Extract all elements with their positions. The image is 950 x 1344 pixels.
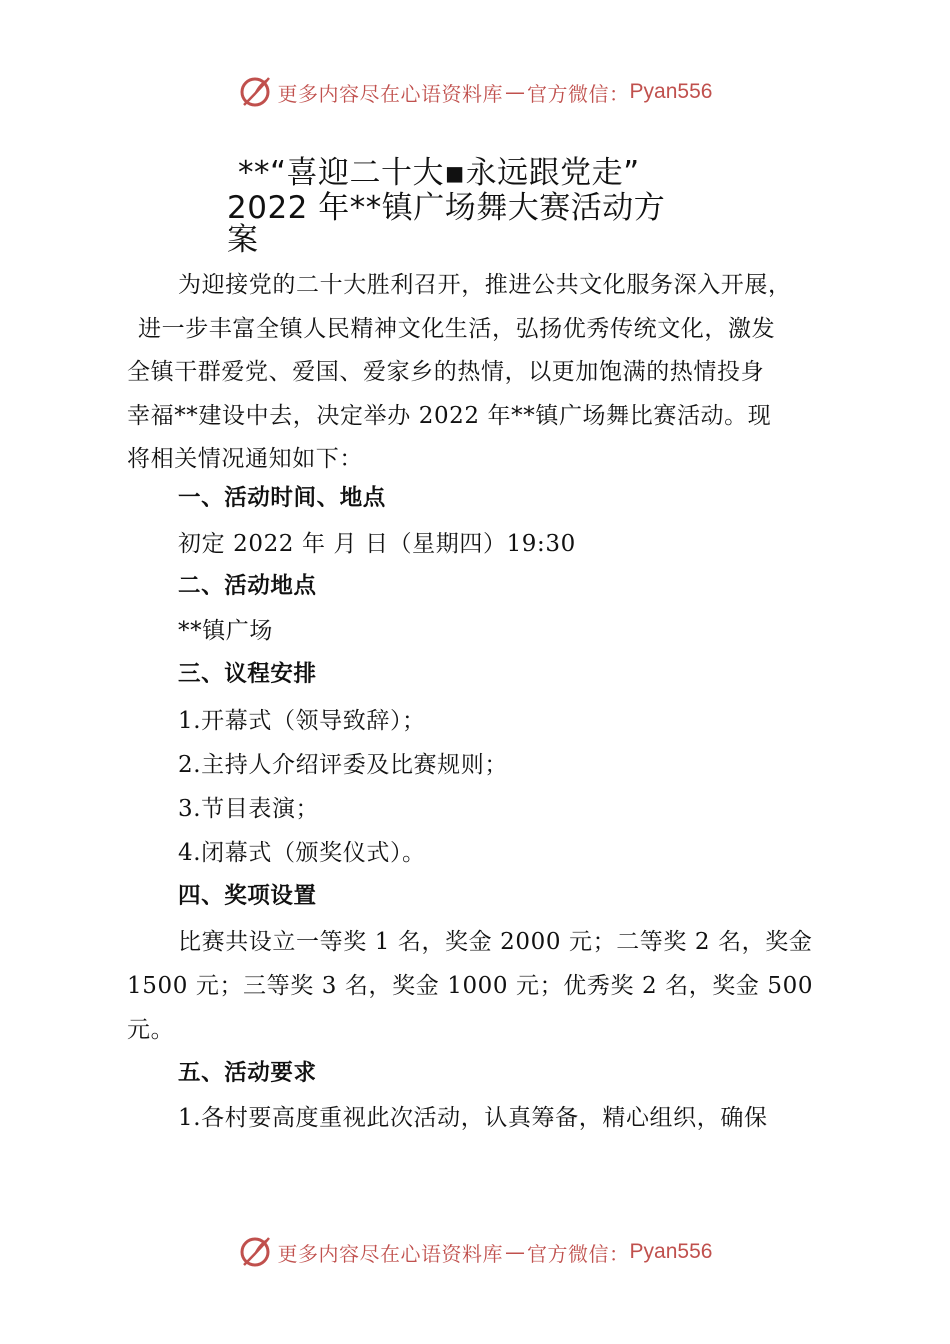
section-3-heading: 三、议程安排 — [178, 661, 317, 687]
agenda-item-3: 3.节目表演； — [178, 796, 320, 822]
intro-line-5: 将相关情况通知如下： — [127, 446, 363, 472]
agenda-item-1: 1.开幕式（领导致辞）； — [178, 708, 426, 734]
banner-text: 更多内容尽在心语资料库 — [277, 81, 504, 106]
section-1-heading: 一、活动时间、地点 — [178, 485, 386, 511]
section-4-heading: 四、奖项设置 — [178, 883, 317, 909]
footer-banner — [0, 1232, 950, 1272]
header-banner — [0, 72, 950, 112]
intro-line-4: 幸福**建设中去，决定举办 2022 年**镇广场舞比赛活动。现 — [127, 403, 772, 429]
section-5-heading: 五、活动要求 — [178, 1060, 317, 1086]
requirements-line-1: 1.各村要高度重视此次活动，认真筹备，精心组织，确保 — [178, 1105, 768, 1131]
intro-line-3: 全镇干群爱党、爱国、爱家乡的热情，以更加饱满的热情投身 — [127, 359, 765, 385]
banner-wechat-id: Pyan556 — [629, 1240, 713, 1263]
banner-separator: — — [505, 80, 526, 104]
section-2-heading: 二、活动地点 — [178, 573, 317, 599]
quill-logo-icon — [238, 1235, 272, 1269]
awards-line-2: 1500 元；三等奖 3 名，奖金 1000 元；优秀奖 2 名，奖金 500 — [127, 973, 814, 999]
awards-line-3: 元。 — [127, 1017, 175, 1043]
awards-line-1: 比赛共设立一等奖 1 名，奖金 2000 元；二等奖 2 名，奖金 — [178, 929, 813, 955]
banner-label: 官方微信： — [527, 1241, 630, 1266]
agenda-item-2: 2.主持人介绍评委及比赛规则； — [178, 752, 508, 778]
agenda-item-4: 4.闭幕式（颁奖仪式）。 — [178, 840, 426, 866]
banner-text: 更多内容尽在心语资料库 — [277, 1241, 504, 1266]
intro-line-2: 进一步丰富全镇人民精神文化生活，弘扬优秀传统文化，激发 — [138, 316, 776, 342]
title-line-2: 2022 年**镇广场舞大赛活动方 — [227, 190, 666, 226]
title-line-1: **“喜迎二十大▪永远跟党走” — [238, 155, 640, 191]
quill-logo-icon — [238, 75, 272, 109]
section-2-text: **镇广场 — [178, 618, 273, 644]
banner-wechat-id: Pyan556 — [629, 80, 713, 103]
banner-separator: — — [505, 1240, 526, 1264]
section-1-text: 初定 2022 年 月 日（星期四）19:30 — [178, 531, 576, 557]
intro-line-1: 为迎接党的二十大胜利召开，推进公共文化服务深入开展， — [178, 272, 792, 298]
banner-label: 官方微信： — [527, 81, 630, 106]
title-line-3: 案 — [227, 222, 259, 258]
